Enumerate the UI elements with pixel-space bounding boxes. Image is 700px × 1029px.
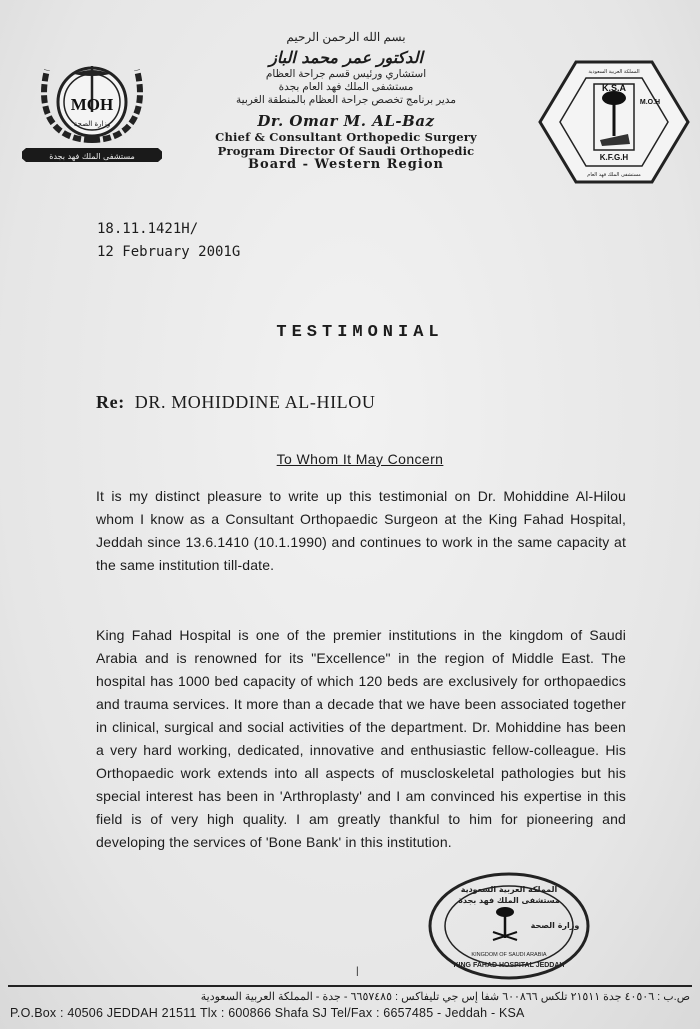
english-title-line-3: Board - Western Region bbox=[248, 157, 444, 172]
english-title-line-1: Chief & Consultant Orthopedic Surgery bbox=[215, 130, 477, 144]
svg-text:KINGDOM OF SAUDI ARABIA: KINGDOM OF SAUDI ARABIA bbox=[471, 952, 547, 958]
paragraph-2: King Fahad Hospital is one of the premier institutions in the kingdom of Saudi Arabia and is renowned for its "Excellence" in the region of Middle East. The hospital has 1000 bed capacity of which 120 beds are exclusively for orthopaedics and trauma services. It more than a decade that we have been associated together in clinical, surgical and social activities of the department. Dr. Mohiddine has been a very hard working, dedicated, innovative and enthusiastic fellow-colleague. His Orthopaedic work extends into all aspects of muscloskeletal pathologies but his special interest has been in 'Arthroplasty' and I am convinced his expertise in this field is of very high quality. I am greatly thankful to him for pioneering and developing the services of 'Bone Bank' in this institution. bbox=[96, 627, 626, 850]
svg-text:مستشفى الملك فهد بجدة: مستشفى الملك فهد بجدة bbox=[458, 896, 560, 905]
salutation: To Whom It May Concern bbox=[276, 451, 444, 467]
arabic-name: الدكتور عمر محمد الباز bbox=[269, 48, 423, 67]
svg-text:K.S.A: K.S.A bbox=[601, 83, 627, 93]
english-name: Dr. Omar M. AL-Baz bbox=[257, 112, 435, 130]
date-gregorian: 12 February 2001G bbox=[97, 244, 241, 260]
kfgh-logo bbox=[538, 58, 690, 186]
document-title: TESTIMONIAL bbox=[276, 323, 444, 342]
footer-arabic-address: ص.ب : ٤٠٥٠٦ جدة ٢١٥١١ تلكس ٦٠٠٨٦٦ شفا إس جي تليفاكس : ٦٦٥٧٤٨٥ - جدة - المملكة العربية السعودية bbox=[200, 991, 690, 1003]
svg-text:مستشفى الملك فهد العام: مستشفى الملك فهد العام bbox=[587, 172, 641, 178]
svg-text:M.O.H: M.O.H bbox=[639, 99, 661, 106]
footer-english-address: P.O.Box : 40506 JEDDAH 21511 Tlx : 600866 Shafa SJ Tel/Fax : 6657485 - Jeddah - KSA bbox=[10, 1006, 525, 1020]
svg-text:وزارة الصحة: وزارة الصحة bbox=[73, 120, 111, 128]
letter-date bbox=[97, 218, 240, 264]
date-hijri: 18.11.1421H/ bbox=[97, 221, 199, 237]
english-title-line-2: Program Director Of Saudi Orthopedic bbox=[217, 144, 475, 158]
paragraph-1: It is my distinct pleasure to write up this testimonial on Dr. Mohiddine Al-Hilou whom I know as a Consultant Orthopaedic Surgeon at the King Fahad Hospital, Jeddah since 13.6.1410 (10.1.1990) and continues to work in the same capacity at the same institution till-date. bbox=[96, 488, 626, 573]
svg-text:المملكة العربية السعودية: المملكة العربية السعودية bbox=[460, 885, 558, 894]
moh-logo bbox=[22, 40, 162, 180]
arabic-title-line-3: مدير برنامج تخصص جراحة العظام بالمنطقة الغربية bbox=[236, 94, 456, 106]
svg-text:KING FAHAD HOSPITAL JEDDAH: KING FAHAD HOSPITAL JEDDAH bbox=[453, 962, 565, 969]
svg-text:وزارة الصحة: وزارة الصحة bbox=[530, 921, 580, 930]
subject-name: DR. MOHIDDINE AL-HILOU bbox=[134, 392, 376, 412]
svg-text:مستشفى الملك فهد بجدة: مستشفى الملك فهد بجدة bbox=[49, 152, 135, 161]
official-stamp bbox=[427, 870, 591, 982]
footer-divider bbox=[8, 985, 692, 987]
footer-mark: | bbox=[356, 966, 359, 977]
svg-text:MOH: MOH bbox=[70, 95, 114, 114]
subject-label: Re: bbox=[96, 392, 125, 412]
letterhead bbox=[196, 30, 496, 172]
subject-line bbox=[96, 392, 375, 413]
arabic-title-line-2: مستشفى الملك فهد العام بجدة bbox=[278, 81, 414, 93]
svg-text:المملكة العربية السعودية: المملكة العربية السعودية bbox=[588, 69, 640, 75]
arabic-title-line-1: استشاري ورئيس قسم جراحة العظام bbox=[265, 68, 427, 80]
bismillah: بسم الله الرحمن الرحيم bbox=[286, 30, 406, 44]
svg-text:K.F.G.H: K.F.G.H bbox=[599, 153, 629, 162]
